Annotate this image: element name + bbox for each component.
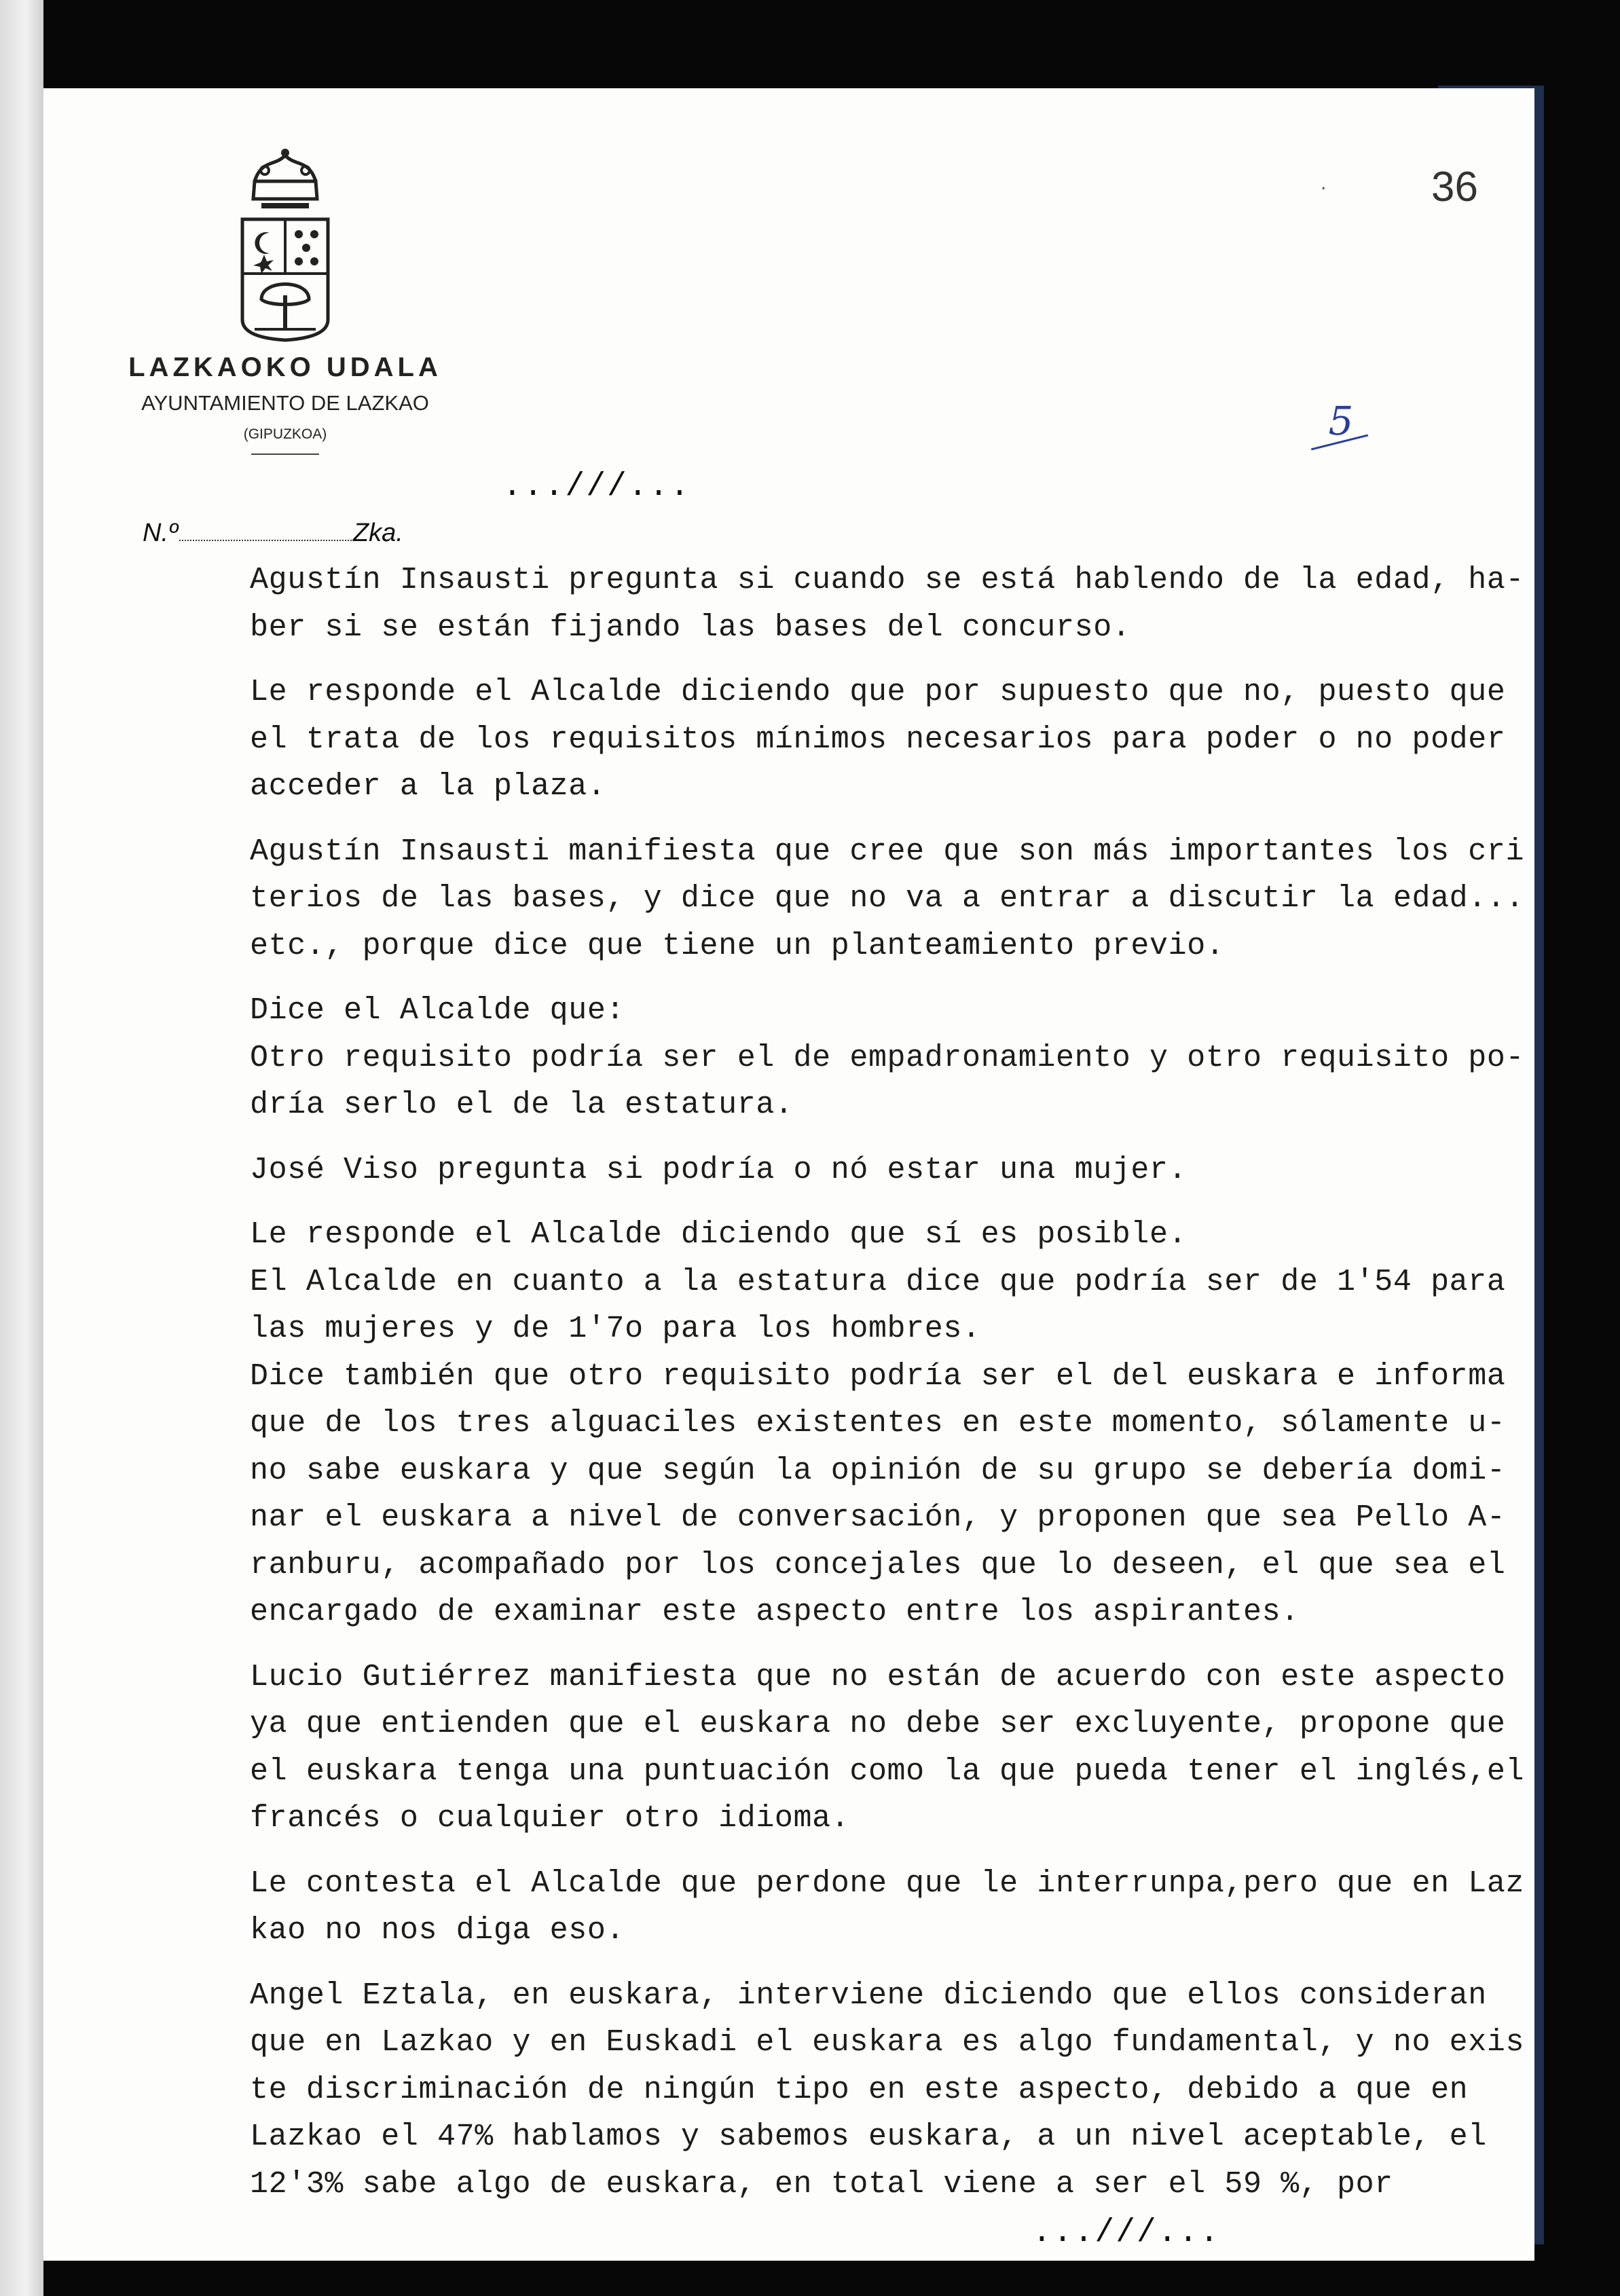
number-field-blank	[179, 540, 352, 541]
paragraph	[250, 1972, 1525, 2208]
text-line: Agustín Insausti manifiesta que cree que son más importantes los cri	[250, 834, 1525, 869]
text-line: ber si se están fijando las bases del concurso.	[250, 610, 1131, 645]
text-line: etc., porque dice que tiene un planteamiento previo.	[250, 928, 1225, 963]
province: (GIPUZKOA)	[243, 426, 327, 442]
text-line: ranburu, acompañado por los concejales que lo deseen, el que sea el	[250, 1547, 1506, 1582]
text-line: te discriminación de ningún tipo en este aspecto, debido a que en	[250, 2072, 1469, 2107]
text-line: que en Lazkao y en Euskadi el euskara es algo fundamental, y no exis	[250, 2025, 1525, 2060]
text-line: Lazkao el 47% hablamos y sabemos euskara, a un nivel aceptable, el	[250, 2119, 1487, 2154]
text-line: el euskara tenga una puntuación como la que pueda tener el inglés,el	[250, 1754, 1525, 1789]
number-field	[143, 519, 403, 548]
text-line: que de los tres alguaciles existentes en este momento, sólamente u-	[250, 1406, 1506, 1441]
continuation-marker-bottom: ...///...	[1032, 2215, 1221, 2251]
text-line: Angel Eztala, en euskara, interviene diciendo que ellos consideran	[250, 1978, 1487, 2013]
paragraph	[250, 1259, 1520, 1353]
letterhead	[105, 146, 465, 455]
handwritten-mark-text: 5	[1328, 398, 1354, 444]
text-line: Otro requisito podría ser el de empadronamiento y otro requisito po-	[250, 1040, 1525, 1075]
text-line: encargado de examinar este aspecto entre los aspirantes.	[250, 1595, 1300, 1629]
org-name: LAZKAOKO UDALA	[128, 352, 442, 382]
paragraph	[250, 1860, 1525, 1955]
coat-of-arms-icon	[234, 146, 336, 343]
paragraph	[250, 1211, 1520, 1259]
continuation-marker-top: ...///...	[502, 468, 691, 505]
adjacent-page-edge	[0, 0, 43, 2296]
text-line: Le responde el Alcalde diciendo que por supuesto que no, puesto que	[250, 675, 1506, 709]
paragraph	[250, 1654, 1525, 1843]
paragraph	[250, 1147, 1520, 1194]
text-line: Le contesta el Alcalde que perdone que le interrunpa,pero que en Laz	[250, 1866, 1525, 1901]
text-line: ya que entienden que el euskara no debe ser excluyente, propone que	[250, 1707, 1506, 1741]
text-line: 12'3% sabe algo de euskara, en total viene a ser el 59 %, por	[250, 2166, 1393, 2202]
page-number: 36	[1431, 164, 1478, 210]
org-name-spanish: AYUNTAMIENTO DE LAZKAO	[141, 391, 429, 415]
text-line: terios de las bases, y dice que no va a entrar a discutir la edad...	[250, 881, 1525, 916]
paragraph	[250, 828, 1525, 970]
text-line: nar el euskara a nivel de conversación, y proponen que sea Pello A-	[250, 1500, 1506, 1535]
paragraph	[250, 1353, 1520, 1636]
text-line: francés o cualquier otro idioma.	[250, 1801, 850, 1836]
handwritten-mark	[1310, 398, 1372, 443]
text-line: no sabe euskara y que según la opinión de su grupo se debería domi-	[250, 1453, 1506, 1488]
text-line: Dice también que otro requisito podría ser el del euskara e informa	[250, 1358, 1506, 1394]
text-line: acceder a la plaza.	[250, 769, 606, 804]
paragraph	[250, 987, 1525, 1129]
number-field-prefix: N.º	[143, 519, 178, 547]
number-field-suffix: Zka.	[352, 519, 403, 547]
text-line: el trata de los requisitos mínimos necesarios para poder o no poder	[250, 722, 1506, 757]
text-line: Dice el Alcalde que:	[250, 993, 625, 1028]
text-line: kao no nos diga eso.	[250, 1913, 625, 1948]
text-line: Agustín Insausti pregunta si cuando se está hablendo de la edad, ha-	[250, 563, 1525, 597]
text-line: las mujeres y de 1'7o para los hombres.	[250, 1312, 981, 1346]
text-line: José Viso pregunta si podría o nó estar una mujer.	[250, 1152, 1188, 1187]
text-line: El Alcalde en cuanto a la estatura dice que podría ser de 1'54 para	[250, 1264, 1506, 1299]
minutes-body	[250, 557, 1525, 2225]
margin-dot: ·	[1319, 180, 1329, 198]
paragraph	[250, 557, 1525, 651]
text-line: dría serlo el de la estatura.	[250, 1088, 794, 1122]
text-line: Lucio Gutiérrez manifiesta que no están de acuerdo con este aspecto	[250, 1659, 1506, 1695]
header-divider	[251, 453, 319, 455]
text-line: Le responde el Alcalde diciendo que sí es posible.	[250, 1217, 1188, 1252]
paragraph	[250, 669, 1520, 811]
